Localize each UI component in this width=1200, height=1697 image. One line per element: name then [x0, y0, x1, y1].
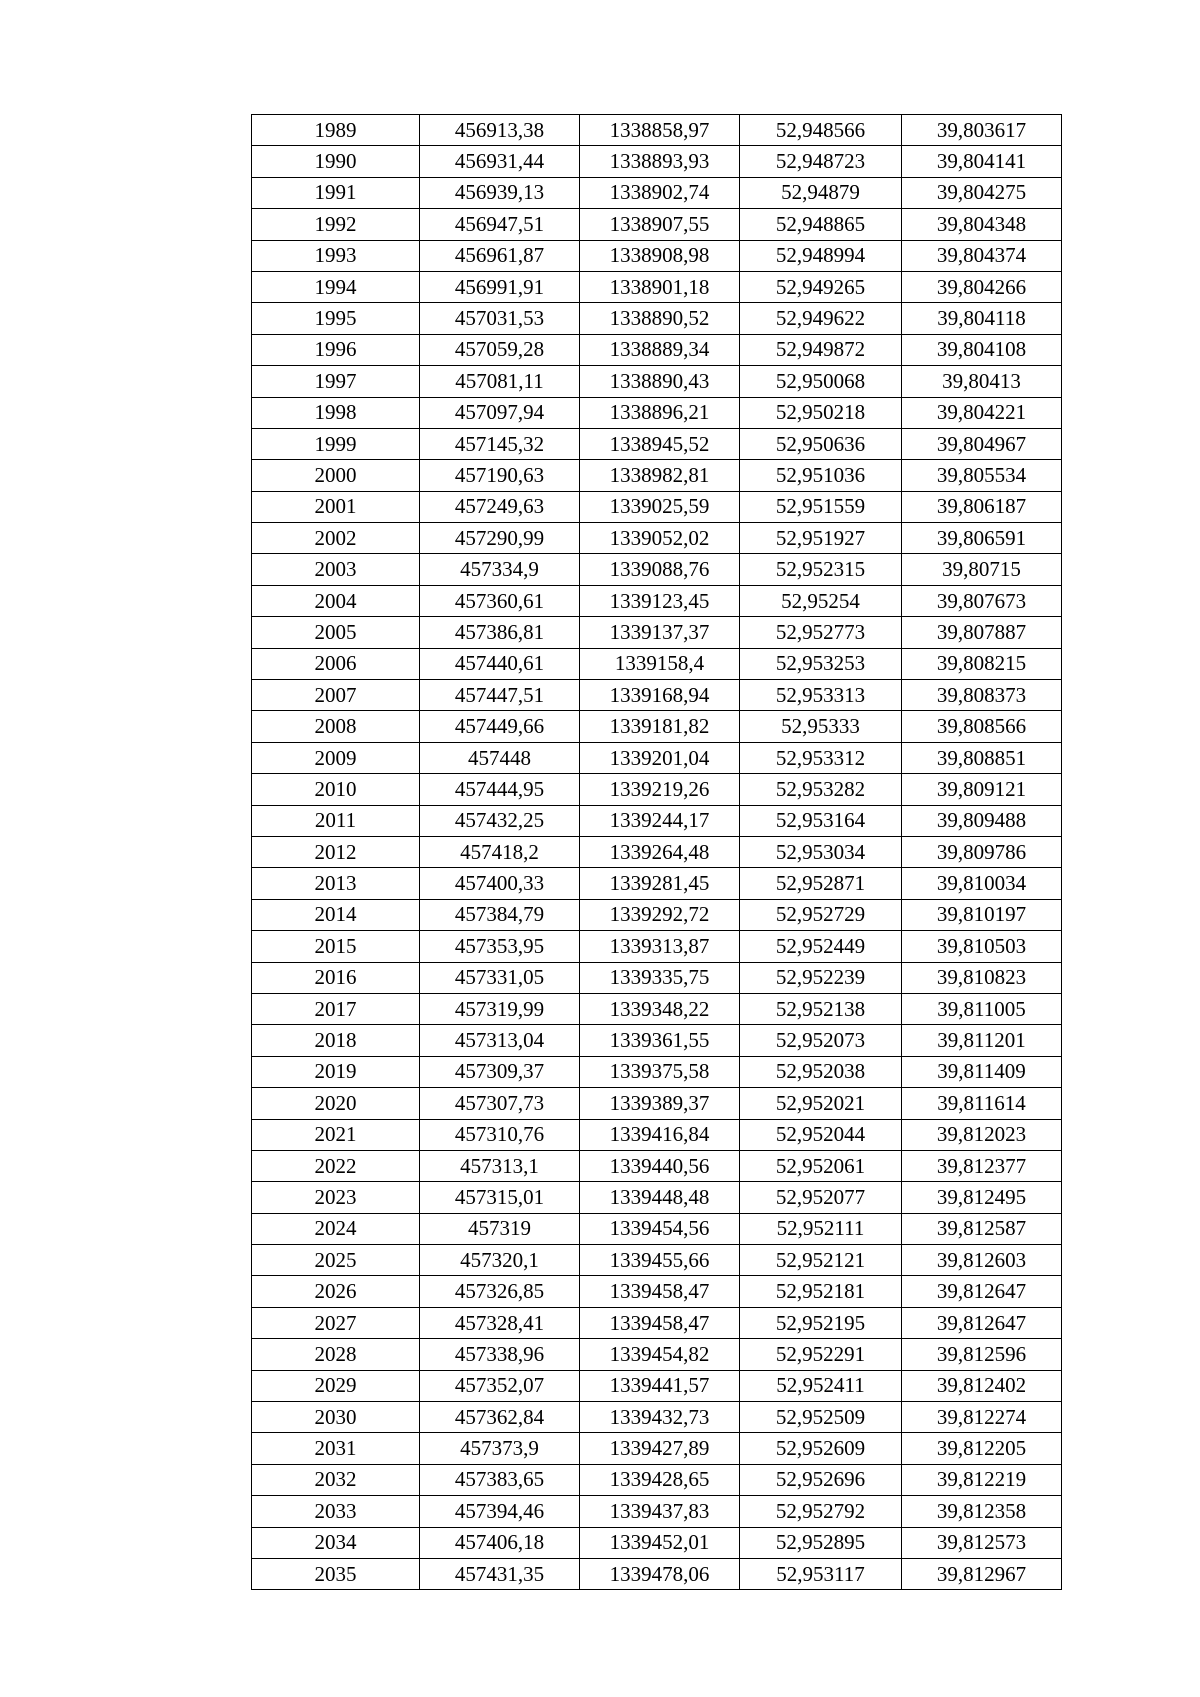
latitude-cell: 52,952773	[740, 617, 902, 648]
year-cell: 2011	[252, 805, 420, 836]
x-coordinate-cell: 457386,81	[420, 617, 580, 648]
table-row	[252, 115, 1062, 146]
table-row	[252, 554, 1062, 585]
latitude-cell: 52,953282	[740, 774, 902, 805]
longitude-cell: 39,812023	[902, 1119, 1062, 1150]
year-cell: 1995	[252, 303, 420, 334]
table-row	[252, 1307, 1062, 1338]
y-coordinate-cell: 1339201,04	[580, 742, 740, 773]
longitude-cell: 39,804967	[902, 428, 1062, 459]
table-row	[252, 931, 1062, 962]
x-coordinate-cell: 457031,53	[420, 303, 580, 334]
x-coordinate-cell: 457440,61	[420, 648, 580, 679]
y-coordinate-cell: 1339437,83	[580, 1496, 740, 1527]
table-row	[252, 1496, 1062, 1527]
x-coordinate-cell: 457352,07	[420, 1370, 580, 1401]
x-coordinate-cell: 457384,79	[420, 899, 580, 930]
x-coordinate-cell: 457406,18	[420, 1527, 580, 1558]
x-coordinate-cell: 456931,44	[420, 146, 580, 177]
table-row	[252, 1464, 1062, 1495]
year-cell: 2017	[252, 993, 420, 1024]
table-row	[252, 868, 1062, 899]
latitude-cell: 52,952181	[740, 1276, 902, 1307]
y-coordinate-cell: 1339181,82	[580, 711, 740, 742]
table-row	[252, 1245, 1062, 1276]
longitude-cell: 39,804266	[902, 271, 1062, 302]
longitude-cell: 39,812587	[902, 1213, 1062, 1244]
x-coordinate-cell: 457326,85	[420, 1276, 580, 1307]
year-cell: 1990	[252, 146, 420, 177]
longitude-cell: 39,812603	[902, 1245, 1062, 1276]
y-coordinate-cell: 1339348,22	[580, 993, 740, 1024]
longitude-cell: 39,812358	[902, 1496, 1062, 1527]
latitude-cell: 52,952411	[740, 1370, 902, 1401]
table-row	[252, 774, 1062, 805]
table-body	[252, 115, 1062, 1590]
longitude-cell: 39,809488	[902, 805, 1062, 836]
table-row	[252, 1088, 1062, 1119]
latitude-cell: 52,952038	[740, 1056, 902, 1087]
year-cell: 2008	[252, 711, 420, 742]
longitude-cell: 39,812573	[902, 1527, 1062, 1558]
y-coordinate-cell: 1339123,45	[580, 585, 740, 616]
x-coordinate-cell: 457313,1	[420, 1150, 580, 1181]
longitude-cell: 39,804275	[902, 177, 1062, 208]
longitude-cell: 39,811005	[902, 993, 1062, 1024]
latitude-cell: 52,953313	[740, 680, 902, 711]
year-cell: 2016	[252, 962, 420, 993]
table-row	[252, 397, 1062, 428]
longitude-cell: 39,80413	[902, 366, 1062, 397]
longitude-cell: 39,807673	[902, 585, 1062, 616]
y-coordinate-cell: 1339389,37	[580, 1088, 740, 1119]
y-coordinate-cell: 1339052,02	[580, 523, 740, 554]
x-coordinate-cell: 457307,73	[420, 1088, 580, 1119]
x-coordinate-cell: 457444,95	[420, 774, 580, 805]
y-coordinate-cell: 1339313,87	[580, 931, 740, 962]
table-row	[252, 1182, 1062, 1213]
longitude-cell: 39,809786	[902, 836, 1062, 867]
longitude-cell: 39,808851	[902, 742, 1062, 773]
latitude-cell: 52,952044	[740, 1119, 902, 1150]
year-cell: 2035	[252, 1558, 420, 1589]
y-coordinate-cell: 1338890,52	[580, 303, 740, 334]
latitude-cell: 52,951559	[740, 491, 902, 522]
table-row	[252, 899, 1062, 930]
longitude-cell: 39,804141	[902, 146, 1062, 177]
y-coordinate-cell: 1339441,57	[580, 1370, 740, 1401]
year-cell: 2028	[252, 1339, 420, 1370]
y-coordinate-cell: 1339375,58	[580, 1056, 740, 1087]
year-cell: 2024	[252, 1213, 420, 1244]
latitude-cell: 52,953253	[740, 648, 902, 679]
x-coordinate-cell: 456947,51	[420, 209, 580, 240]
table-row	[252, 177, 1062, 208]
y-coordinate-cell: 1339219,26	[580, 774, 740, 805]
table-row	[252, 146, 1062, 177]
table-row	[252, 209, 1062, 240]
y-coordinate-cell: 1338893,93	[580, 146, 740, 177]
longitude-cell: 39,80715	[902, 554, 1062, 585]
latitude-cell: 52,949872	[740, 334, 902, 365]
y-coordinate-cell: 1338945,52	[580, 428, 740, 459]
year-cell: 2014	[252, 899, 420, 930]
longitude-cell: 39,806591	[902, 523, 1062, 554]
x-coordinate-cell: 457400,33	[420, 868, 580, 899]
x-coordinate-cell: 457353,95	[420, 931, 580, 962]
latitude-cell: 52,950636	[740, 428, 902, 459]
year-cell: 2031	[252, 1433, 420, 1464]
y-coordinate-cell: 1339448,48	[580, 1182, 740, 1213]
y-coordinate-cell: 1339478,06	[580, 1558, 740, 1589]
x-coordinate-cell: 457320,1	[420, 1245, 580, 1276]
x-coordinate-cell: 457319	[420, 1213, 580, 1244]
y-coordinate-cell: 1339292,72	[580, 899, 740, 930]
latitude-cell: 52,952792	[740, 1496, 902, 1527]
x-coordinate-cell: 457190,63	[420, 460, 580, 491]
longitude-cell: 39,804118	[902, 303, 1062, 334]
year-cell: 1998	[252, 397, 420, 428]
year-cell: 1993	[252, 240, 420, 271]
table-row	[252, 1402, 1062, 1433]
coordinates-table	[251, 114, 1062, 1590]
year-cell: 2002	[252, 523, 420, 554]
longitude-cell: 39,803617	[902, 115, 1062, 146]
x-coordinate-cell: 456991,91	[420, 271, 580, 302]
latitude-cell: 52,952291	[740, 1339, 902, 1370]
table-row	[252, 1150, 1062, 1181]
year-cell: 2023	[252, 1182, 420, 1213]
y-coordinate-cell: 1339440,56	[580, 1150, 740, 1181]
x-coordinate-cell: 457331,05	[420, 962, 580, 993]
longitude-cell: 39,811409	[902, 1056, 1062, 1087]
year-cell: 2029	[252, 1370, 420, 1401]
table-row	[252, 334, 1062, 365]
x-coordinate-cell: 457059,28	[420, 334, 580, 365]
x-coordinate-cell: 457448	[420, 742, 580, 773]
x-coordinate-cell: 457432,25	[420, 805, 580, 836]
y-coordinate-cell: 1339428,65	[580, 1464, 740, 1495]
table-row	[252, 1558, 1062, 1589]
y-coordinate-cell: 1339452,01	[580, 1527, 740, 1558]
year-cell: 2018	[252, 1025, 420, 1056]
latitude-cell: 52,952073	[740, 1025, 902, 1056]
table-row	[252, 1370, 1062, 1401]
x-coordinate-cell: 457449,66	[420, 711, 580, 742]
latitude-cell: 52,95333	[740, 711, 902, 742]
latitude-cell: 52,952138	[740, 993, 902, 1024]
y-coordinate-cell: 1338858,97	[580, 115, 740, 146]
x-coordinate-cell: 457447,51	[420, 680, 580, 711]
latitude-cell: 52,948865	[740, 209, 902, 240]
longitude-cell: 39,812377	[902, 1150, 1062, 1181]
table-row	[252, 1527, 1062, 1558]
table-row	[252, 617, 1062, 648]
longitude-cell: 39,812647	[902, 1307, 1062, 1338]
x-coordinate-cell: 457373,9	[420, 1433, 580, 1464]
latitude-cell: 52,952449	[740, 931, 902, 962]
year-cell: 2030	[252, 1402, 420, 1433]
x-coordinate-cell: 457362,84	[420, 1402, 580, 1433]
table-row	[252, 1056, 1062, 1087]
latitude-cell: 52,952696	[740, 1464, 902, 1495]
year-cell: 2005	[252, 617, 420, 648]
latitude-cell: 52,95254	[740, 585, 902, 616]
latitude-cell: 52,952021	[740, 1088, 902, 1119]
table-row	[252, 460, 1062, 491]
y-coordinate-cell: 1339264,48	[580, 836, 740, 867]
x-coordinate-cell: 457145,32	[420, 428, 580, 459]
longitude-cell: 39,812647	[902, 1276, 1062, 1307]
y-coordinate-cell: 1339361,55	[580, 1025, 740, 1056]
y-coordinate-cell: 1338889,34	[580, 334, 740, 365]
y-coordinate-cell: 1339088,76	[580, 554, 740, 585]
latitude-cell: 52,952061	[740, 1150, 902, 1181]
year-cell: 2025	[252, 1245, 420, 1276]
longitude-cell: 39,806187	[902, 491, 1062, 522]
latitude-cell: 52,950068	[740, 366, 902, 397]
table-row	[252, 805, 1062, 836]
table-row	[252, 1433, 1062, 1464]
year-cell: 2019	[252, 1056, 420, 1087]
table-row	[252, 366, 1062, 397]
x-coordinate-cell: 457319,99	[420, 993, 580, 1024]
y-coordinate-cell: 1339458,47	[580, 1307, 740, 1338]
year-cell: 2012	[252, 836, 420, 867]
latitude-cell: 52,952077	[740, 1182, 902, 1213]
y-coordinate-cell: 1339335,75	[580, 962, 740, 993]
table-row	[252, 742, 1062, 773]
y-coordinate-cell: 1339025,59	[580, 491, 740, 522]
year-cell: 2015	[252, 931, 420, 962]
longitude-cell: 39,810197	[902, 899, 1062, 930]
y-coordinate-cell: 1339281,45	[580, 868, 740, 899]
latitude-cell: 52,952111	[740, 1213, 902, 1244]
x-coordinate-cell: 457081,11	[420, 366, 580, 397]
year-cell: 1997	[252, 366, 420, 397]
latitude-cell: 52,952121	[740, 1245, 902, 1276]
longitude-cell: 39,812402	[902, 1370, 1062, 1401]
latitude-cell: 52,952729	[740, 899, 902, 930]
y-coordinate-cell: 1339137,37	[580, 617, 740, 648]
latitude-cell: 52,953117	[740, 1558, 902, 1589]
table-row	[252, 1339, 1062, 1370]
latitude-cell: 52,951036	[740, 460, 902, 491]
longitude-cell: 39,810823	[902, 962, 1062, 993]
year-cell: 2013	[252, 868, 420, 899]
x-coordinate-cell: 457290,99	[420, 523, 580, 554]
year-cell: 2034	[252, 1527, 420, 1558]
latitude-cell: 52,951927	[740, 523, 902, 554]
y-coordinate-cell: 1338907,55	[580, 209, 740, 240]
table-row	[252, 680, 1062, 711]
longitude-cell: 39,812274	[902, 1402, 1062, 1433]
x-coordinate-cell: 457097,94	[420, 397, 580, 428]
longitude-cell: 39,812495	[902, 1182, 1062, 1213]
longitude-cell: 39,812967	[902, 1558, 1062, 1589]
latitude-cell: 52,94879	[740, 177, 902, 208]
year-cell: 1992	[252, 209, 420, 240]
latitude-cell: 52,952509	[740, 1402, 902, 1433]
x-coordinate-cell: 457328,41	[420, 1307, 580, 1338]
year-cell: 2009	[252, 742, 420, 773]
x-coordinate-cell: 457418,2	[420, 836, 580, 867]
x-coordinate-cell: 457310,76	[420, 1119, 580, 1150]
y-coordinate-cell: 1339168,94	[580, 680, 740, 711]
latitude-cell: 52,948723	[740, 146, 902, 177]
x-coordinate-cell: 457334,9	[420, 554, 580, 585]
y-coordinate-cell: 1339454,82	[580, 1339, 740, 1370]
latitude-cell: 52,949622	[740, 303, 902, 334]
x-coordinate-cell: 457360,61	[420, 585, 580, 616]
year-cell: 2020	[252, 1088, 420, 1119]
year-cell: 1999	[252, 428, 420, 459]
y-coordinate-cell: 1338890,43	[580, 366, 740, 397]
table-row	[252, 303, 1062, 334]
year-cell: 2010	[252, 774, 420, 805]
table-row	[252, 240, 1062, 271]
latitude-cell: 52,952871	[740, 868, 902, 899]
latitude-cell: 52,952609	[740, 1433, 902, 1464]
x-coordinate-cell: 457313,04	[420, 1025, 580, 1056]
year-cell: 1991	[252, 177, 420, 208]
latitude-cell: 52,952315	[740, 554, 902, 585]
x-coordinate-cell: 457394,46	[420, 1496, 580, 1527]
table-row	[252, 1025, 1062, 1056]
y-coordinate-cell: 1339244,17	[580, 805, 740, 836]
longitude-cell: 39,805534	[902, 460, 1062, 491]
x-coordinate-cell: 457383,65	[420, 1464, 580, 1495]
y-coordinate-cell: 1339458,47	[580, 1276, 740, 1307]
longitude-cell: 39,808215	[902, 648, 1062, 679]
year-cell: 2000	[252, 460, 420, 491]
table-row	[252, 836, 1062, 867]
longitude-cell: 39,804108	[902, 334, 1062, 365]
year-cell: 1996	[252, 334, 420, 365]
year-cell: 2004	[252, 585, 420, 616]
year-cell: 2027	[252, 1307, 420, 1338]
latitude-cell: 52,952895	[740, 1527, 902, 1558]
latitude-cell: 52,953164	[740, 805, 902, 836]
year-cell: 2022	[252, 1150, 420, 1181]
longitude-cell: 39,804348	[902, 209, 1062, 240]
year-cell: 2032	[252, 1464, 420, 1495]
x-coordinate-cell: 457338,96	[420, 1339, 580, 1370]
longitude-cell: 39,804374	[902, 240, 1062, 271]
longitude-cell: 39,812596	[902, 1339, 1062, 1370]
table-row	[252, 428, 1062, 459]
year-cell: 2003	[252, 554, 420, 585]
x-coordinate-cell: 457309,37	[420, 1056, 580, 1087]
latitude-cell: 52,953034	[740, 836, 902, 867]
year-cell: 2006	[252, 648, 420, 679]
latitude-cell: 52,950218	[740, 397, 902, 428]
x-coordinate-cell: 457431,35	[420, 1558, 580, 1589]
x-coordinate-cell: 456939,13	[420, 177, 580, 208]
table-row	[252, 271, 1062, 302]
latitude-cell: 52,949265	[740, 271, 902, 302]
y-coordinate-cell: 1339455,66	[580, 1245, 740, 1276]
x-coordinate-cell: 457249,63	[420, 491, 580, 522]
table-row	[252, 993, 1062, 1024]
longitude-cell: 39,804221	[902, 397, 1062, 428]
year-cell: 2007	[252, 680, 420, 711]
latitude-cell: 52,948994	[740, 240, 902, 271]
y-coordinate-cell: 1339454,56	[580, 1213, 740, 1244]
table-row	[252, 1276, 1062, 1307]
x-coordinate-cell: 456913,38	[420, 115, 580, 146]
x-coordinate-cell: 456961,87	[420, 240, 580, 271]
longitude-cell: 39,810503	[902, 931, 1062, 962]
latitude-cell: 52,952239	[740, 962, 902, 993]
year-cell: 2026	[252, 1276, 420, 1307]
y-coordinate-cell: 1339427,89	[580, 1433, 740, 1464]
longitude-cell: 39,811614	[902, 1088, 1062, 1119]
y-coordinate-cell: 1339158,4	[580, 648, 740, 679]
year-cell: 2033	[252, 1496, 420, 1527]
table-row	[252, 523, 1062, 554]
y-coordinate-cell: 1338901,18	[580, 271, 740, 302]
table-row	[252, 648, 1062, 679]
y-coordinate-cell: 1339416,84	[580, 1119, 740, 1150]
longitude-cell: 39,812205	[902, 1433, 1062, 1464]
year-cell: 2021	[252, 1119, 420, 1150]
y-coordinate-cell: 1338902,74	[580, 177, 740, 208]
longitude-cell: 39,807887	[902, 617, 1062, 648]
y-coordinate-cell: 1338982,81	[580, 460, 740, 491]
table-row	[252, 1119, 1062, 1150]
table-row	[252, 491, 1062, 522]
longitude-cell: 39,811201	[902, 1025, 1062, 1056]
longitude-cell: 39,812219	[902, 1464, 1062, 1495]
latitude-cell: 52,948566	[740, 115, 902, 146]
latitude-cell: 52,953312	[740, 742, 902, 773]
year-cell: 2001	[252, 491, 420, 522]
year-cell: 1994	[252, 271, 420, 302]
x-coordinate-cell: 457315,01	[420, 1182, 580, 1213]
y-coordinate-cell: 1338896,21	[580, 397, 740, 428]
table-row	[252, 711, 1062, 742]
y-coordinate-cell: 1338908,98	[580, 240, 740, 271]
y-coordinate-cell: 1339432,73	[580, 1402, 740, 1433]
table-row	[252, 1213, 1062, 1244]
longitude-cell: 39,809121	[902, 774, 1062, 805]
longitude-cell: 39,810034	[902, 868, 1062, 899]
latitude-cell: 52,952195	[740, 1307, 902, 1338]
table-row	[252, 962, 1062, 993]
table-row	[252, 585, 1062, 616]
year-cell: 1989	[252, 115, 420, 146]
longitude-cell: 39,808566	[902, 711, 1062, 742]
longitude-cell: 39,808373	[902, 680, 1062, 711]
